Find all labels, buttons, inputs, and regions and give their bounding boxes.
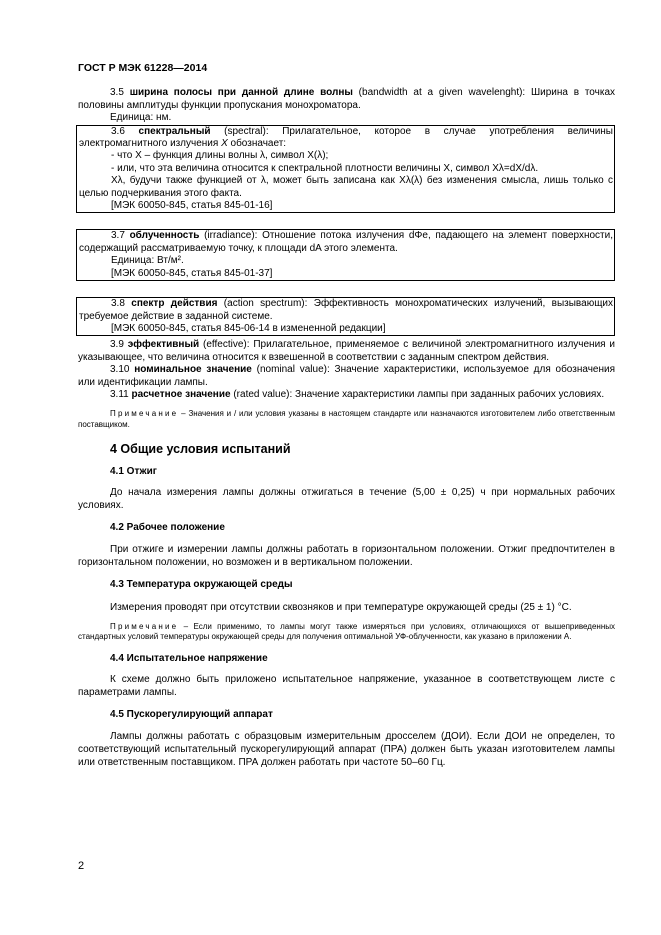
definition-3-9: 3.9 эффективный (effective): Прилагательное, применяемое с величиной электромагнитного излучения и указывающее, что величина относится к взвешенной в соответствии с заданным спектром действия. [78,339,616,363]
term: облученность [129,230,200,242]
paragraph: До начала измерения лампы должны отжигаться в течение (5,00 ± 0,25) ч при нормальных рабочих условиях. [78,487,615,512]
section-title: 4 Общие условия испытаний [110,442,291,457]
note: Примечание – Если применимо, то лампы могут также измеряться при условиях, отличающихся от вышеприведенных стандартных условий температуры окружающей среды для получения оптимальной УФ-облученности, как указано в приложении А. [78,621,615,642]
subsection-title: 4.3 Температура окружающей среды [110,578,293,590]
reference: [МЭК 60050-845, статья 845-06-14 в измененной редакции] [111,322,386,334]
page-number: 2 [78,860,85,872]
document-header: ГОСТ Р МЭК 61228—2014 [78,62,208,74]
definition-3-11: 3.11 расчетное значение (rated value): Значение характеристики лампы при заданных рабочих условиях. [110,388,605,400]
term: эффективный [127,339,200,351]
reference: [МЭК 60050-845, статья 845-01-37] [111,267,273,279]
paragraph: К схеме должно быть приложено испытательное напряжение, указанное в соответствующем листе с параметрами лампы. [78,674,615,699]
subsection-title: 4.1 Отжиг [110,465,157,477]
term: спектр действия [131,298,218,310]
list-line: - что X – функция длины волны λ, символ X(λ); [111,150,329,162]
definition-3-10: 3.10 номинальное значение (nominal value): Значение характеристики, используемое для обозначения или идентификации лампы. [78,364,615,388]
subsection-title: 4.2 Рабочее положение [110,522,225,534]
document-page [78,62,615,769]
note: Примечание – Значения и / или условия указаны в настоящем стандарте или назначаются изготовителем либо ответственным поставщиком. [78,409,615,429]
term: спектральный [138,125,211,137]
paragraph: Лампы должны работать с образцовым измерительным дросселем (ДОИ). Если ДОИ не определен, то соответствующий испытательный пускорегулирующий аппарат (ПРА) должен быть указан изготовителем лампы или ответственным поставщиком. ПРА должен работать при частоте 50–60 Гц. [78,730,615,768]
paragraph: При отжиге и измерении лампы должны работать в горизонтальном положении. Отжиг предпочтителен в горизонтальном положении, но возможен и в вертикальном положении. [78,543,615,568]
unit-line: Единица: Вт/м². [111,255,184,267]
definition-box-3-7: 3.7 облученность (irradiance): Отношение потока излучения dΦe, падающего на элемент поверхности, содержащий рассматриваемую точку, к площади dA этого элемента. Единица: Вт/м². [МЭК 60050-845, статья 845-01-37] [76,229,615,281]
list-line: - или, что эта величина относится к спектральной плотности величины X, символ Xλ=dX/dλ. [111,162,539,174]
reference: [МЭК 60050-845, статья 845-01-16] [111,200,273,212]
subsection-title: 4.4 Испытательное напряжение [110,652,268,664]
definition-3-5: 3.5 ширина полосы при данной длине волны (bandwidth at a given wavelenght): Ширина в точках половины амплитуды функции пропускания монохроматора. [78,87,616,111]
paragraph: Измерения проводят при отсутствии сквозняков и при температуре окружающей среды (25 ± 1) °С. [110,601,572,613]
term: расчетное значение [131,388,231,400]
subsection-title: 4.5 Пускорегулирующий аппарат [110,709,273,721]
definition-box-3-6: 3.6 спектральный (spectral): Прилагательное, которое в случае употребления величины электромагнитного излучения X обозначает: - что X – функция длины волны λ, символ X(λ); - или, что эта величина относится к спектральной плотности величины X, символ Xλ=dX/dλ. Xλ, будучи также функцией от λ, может быть записана как Xλ(λ) без изменения смысла, лишь только с целью подчеркивания этого факта. [МЭК 60050-845, статья 845-01-16] [76,125,615,214]
note-line: Xλ, будучи также функцией от λ, может быть записана как Xλ(λ) без изменения смысла, лишь только с целью подчеркивания этого факта. [79,175,613,199]
term: номинальное значение [134,364,252,376]
term: ширина полосы при данной длине волны [129,87,353,99]
definition-box-3-8: 3.8 спектр действия (action spectrum): Эффективность монохроматических излучений, вызывающих требуемое действие в заданной системе. [МЭК 60050-845, статья 845-06-14 в измененной редакции] [76,297,615,336]
unit-line: Единица: нм. [110,112,172,124]
